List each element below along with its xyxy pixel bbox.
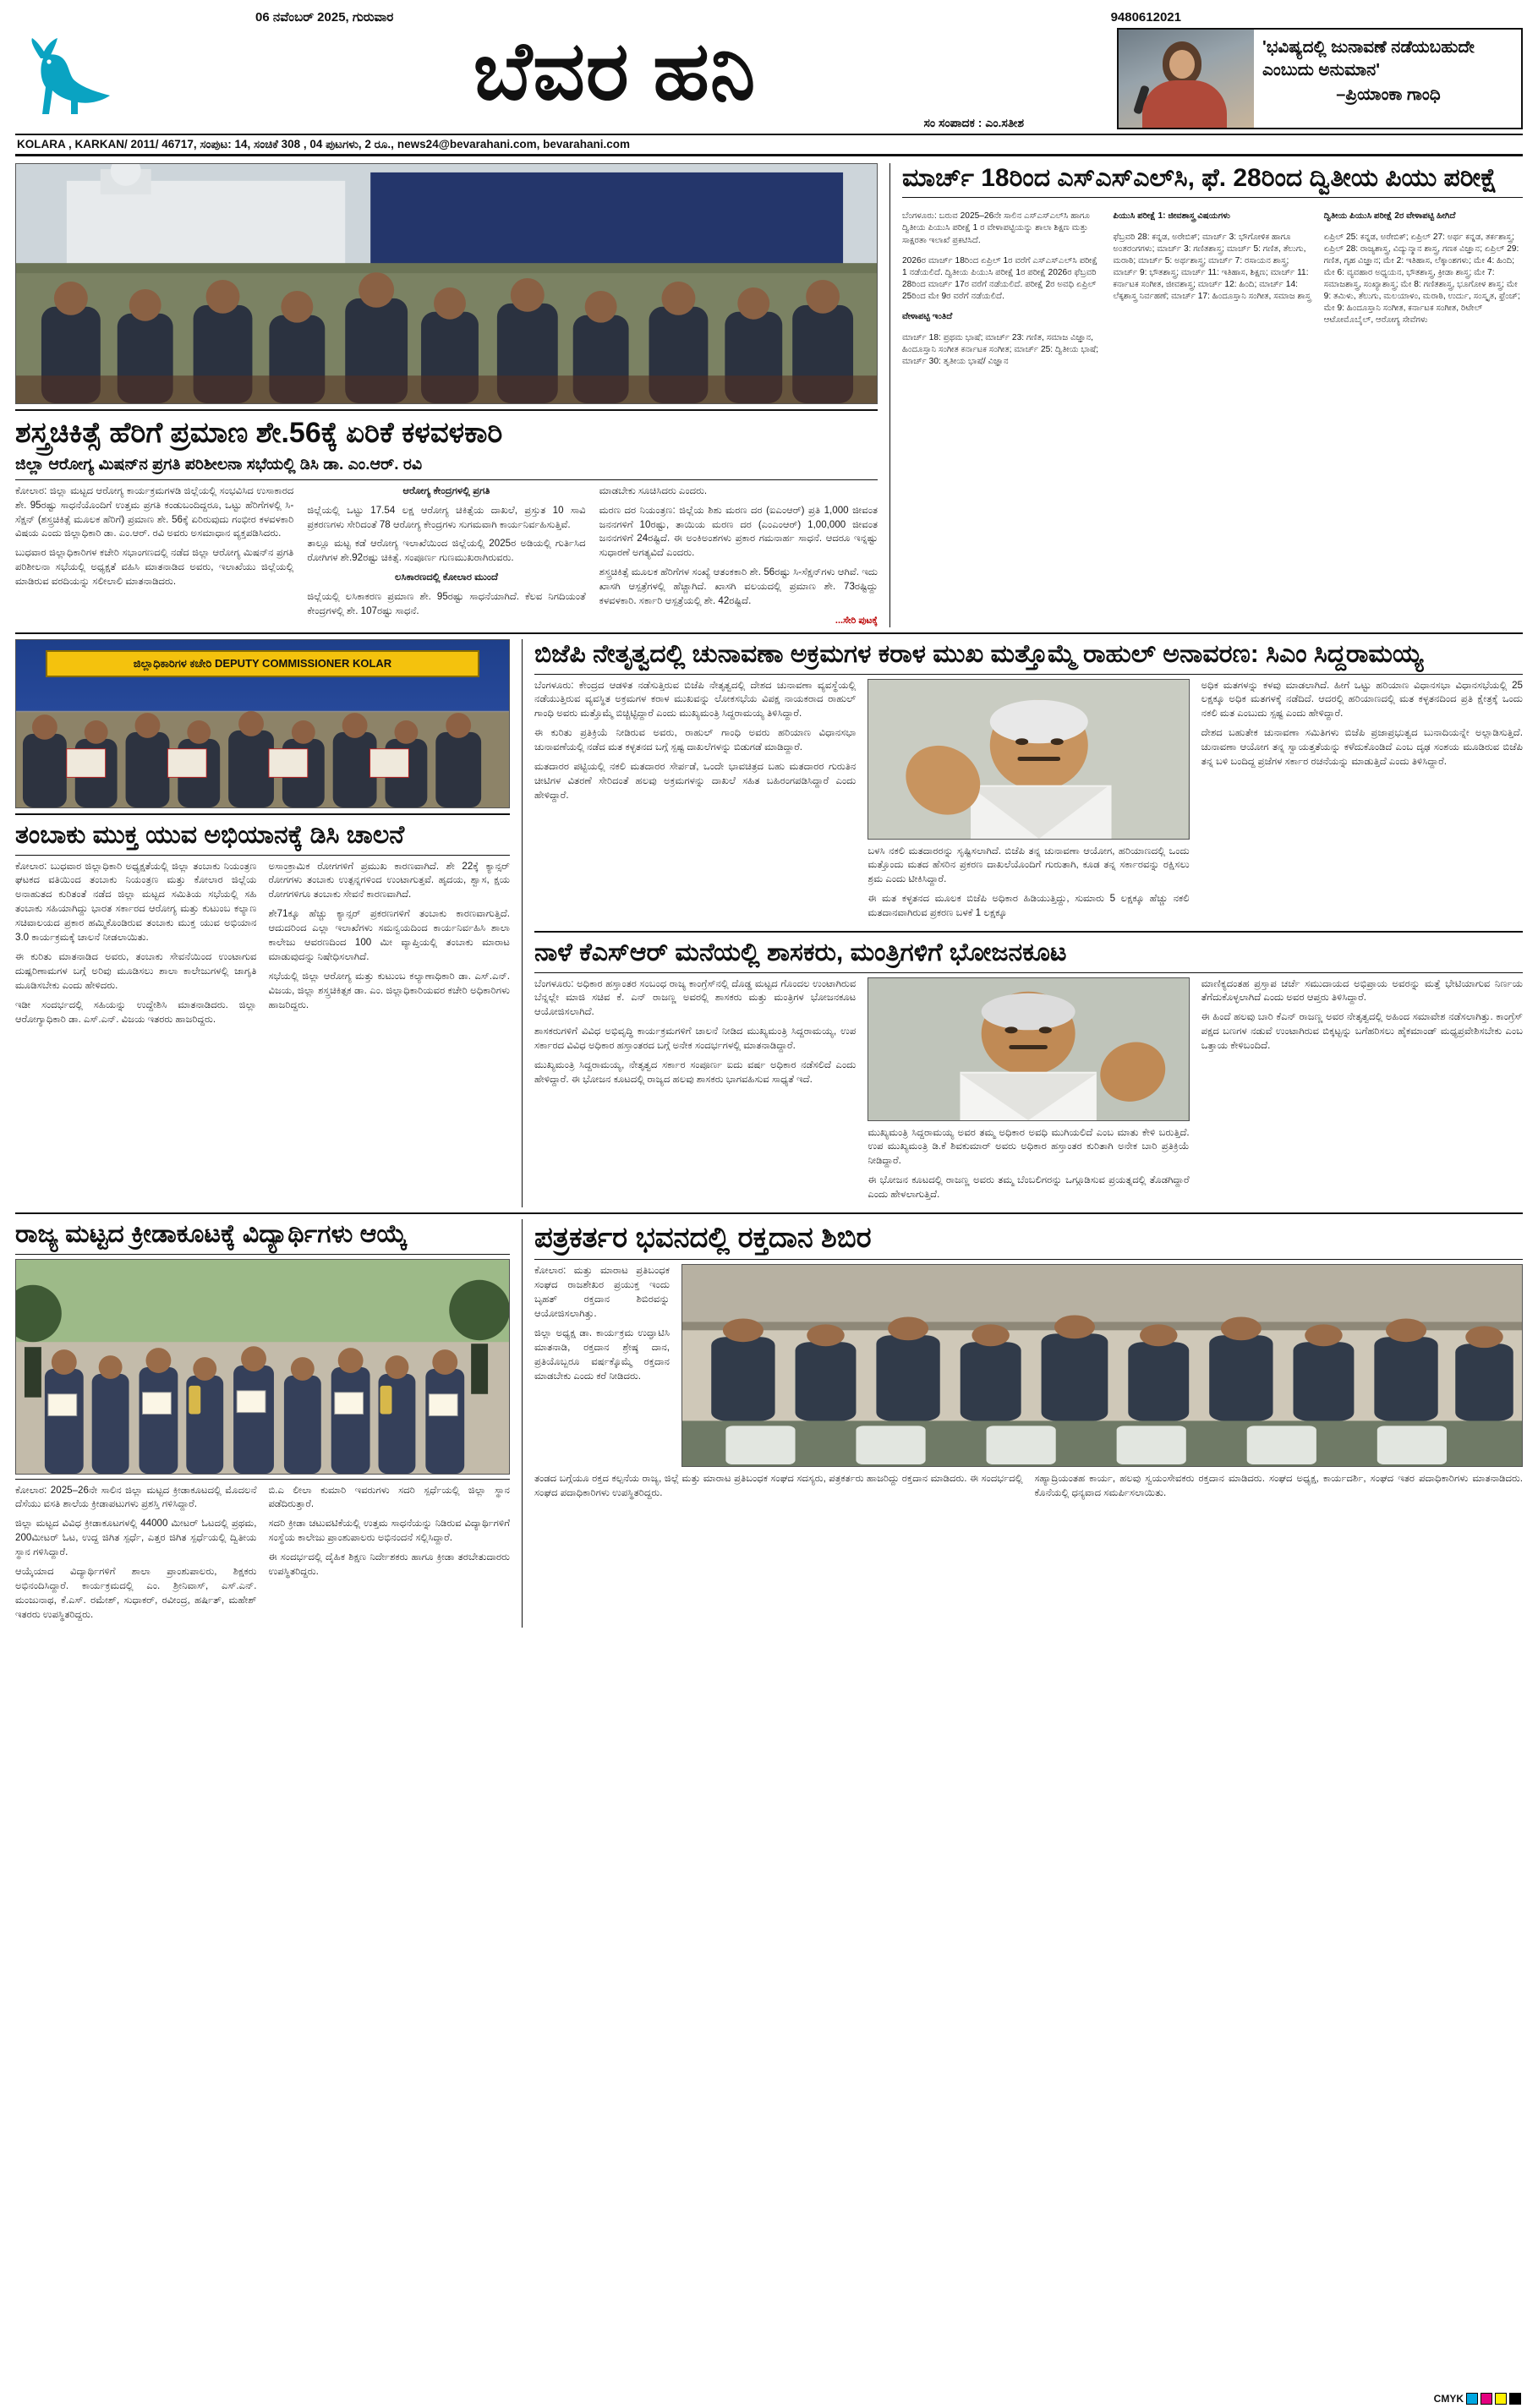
lead-para-4: ತಾಲ್ಲೂ ಮಟ್ಟ ಕಡೆ ಆರೋಗ್ಯ ಇಲಾಖೆಯಿಂದ ಜಿಲ್ಲೆಯಲ್ಲಿ 2025ರ ಅಡಿಯಲ್ಲಿ ಗುರ್ತಿಸಿದ ರೋಗಿಗಳ ಶೇ.92ರಷ್ಟು ಚಿಕಿತ್ಸೆ. ಸಂಪೂರ್ಣ ಗುಣಮುಖರಾಗಿರುವರು. bbox=[307, 538, 586, 564]
blood-camp-photo bbox=[681, 1264, 1523, 1467]
tobacco-p6: ಸಭೆಯಲ್ಲಿ ಜಿಲ್ಲಾ ಆರೋಗ್ಯ ಮತ್ತು ಕುಟುಂಬ ಕಲ್ಯಾಣಾಧಿಕಾರಿ ಡಾ. ಎಸ್.ಎನ್. ವಿಜಯ, ಜಿಲ್ಲಾ ಶಸ್ತ್ರಚಿಕಿತ್ಸಕ ಡಾ. ಎಂ. ಜಿಲ್ಲಾಧಿಕಾರಿಯವರ ಕಚೇರಿ ಅಧಿಕಾರಿಗಳು ಹಾಜರಿದ್ದರು. bbox=[268, 970, 510, 1010]
students-group-photo bbox=[15, 1259, 510, 1475]
dc-office-banner: ಜಿಲ್ಲಾಧಿಕಾರಿಗಳ ಕಚೇರಿ DEPUTY COMMISSIONER KOLAR bbox=[46, 650, 479, 677]
dinner-p5: ಈ ಭೋಜನ ಕೂಟದಲ್ಲಿ ರಾಜಣ್ಣ ಅವರು ತಮ್ಮ ಬೆಂಬಲಿಗರನ್ನು ಒಗ್ಗೂಡಿಸುವ ಪ್ರಯತ್ನದಲ್ಲಿ ತೊಡಗಿದ್ದಾರೆ ಎಂದು ಹೇಳಲಾಗುತ್ತಿದೆ. bbox=[868, 1174, 1190, 1201]
sports-column-2 bbox=[269, 1484, 511, 1628]
lead-sub-1: ಆರೋಗ್ಯ ಕೇಂದ್ರಗಳಲ್ಲಿ ಪ್ರಗತಿ bbox=[402, 484, 490, 496]
contact-phone: 9480612021 bbox=[1110, 10, 1181, 25]
bjp-headline: ಬಿಜೆಪಿ ನೇತೃತ್ವದಲ್ಲಿ ಚುನಾವಣಾ ಅಕ್ರಮಗಳ ಕರಾಳ ಮುಖ ಮತ್ತೊಮ್ಮೆ ರಾಹುಲ್ ಅನಾವರಣ: ಸಿಎಂ ಸಿದ್ದರಾಮಯ್ಯ bbox=[534, 640, 1424, 669]
exam-p1: ಬೆಂಗಳೂರು: ಬರುವ 2025–26ನೇ ಸಾಲಿನ ಎಸ್‌ಎಸ್‌ಎಲ್‌ಸಿ ಹಾಗೂ ದ್ವಿತೀಯ ಪಿಯುಸಿ ಪರೀಕ್ಷೆ 1 ರ ವೇಳಾಪಟ್ಟಿಯನ್ನು ಶಾಲಾ ಶಿಕ್ಷಣ ಮತ್ತು ಸಾಕ್ಷರತಾ ಇಲಾಖೆ ಪ್ರಕಟಿಸಿದೆ. bbox=[902, 211, 1090, 245]
exam-p5: ಏಪ್ರಿಲ್ 25: ಕನ್ನಡ, ಅರೇಬಿಕ್; ಏಪ್ರಿಲ್ 27: ಅರ್ಥ ಕನ್ನಡ, ತರ್ಕಶಾಸ್ತ್ರ; ಏಪ್ರಿಲ್ 28: ರಾಜ್ಯಶಾಸ್ತ್ರ, ವಿದ್ಯುನ್ಮಾನ ಶಾಸ್ತ್ರ, ಗಣಕ ವಿಜ್ಞಾನ; ಏಪ್ರಿಲ್ 29: ಗಣಿತ, ಗೃಹ ವಿಜ್ಞಾನ; ಮೇ 2: ಇತಿಹಾಸ, ಲೆಕ್ಕಾಂಶಗಳು; ಮೇ 4: ಹಿಂದಿ; ಮೇ 6: ವ್ಯವಹಾರ ಅಧ್ಯಯನ, ಭೌತಶಾಸ್ತ್ರ, ಕ್ರೀಡಾ ಶಾಸ್ತ್ರ; ಮೇ 7: ಸಮಾಜಶಾಸ್ತ್ರ, ಸಂಖ್ಯಾಶಾಸ್ತ್ರ; ಮೇ 8: ಗಣಿತಶಾಸ್ತ್ರ, ಭೂಗೋಳ ಶಾಸ್ತ್ರ; ಮೇ 9: ತಮಿಳು, ತೆಲುಗು, ಮಲಯಾಳಂ, ಮರಾಠಿ, ಉರ್ದು, ಸಂಸ್ಕೃತ, ಫ್ರೆಂಚ್; ಮೇ 9: ಹಿಂದೂಸ್ತಾನಿ ಸಂಗೀತ, ಕರ್ನಾಟಕ ಸಂಗೀತ, ರಿಟೇಲ್ ಆಟೋಮೊಬೈಲ್, ಆರೋಗ್ಯ ಸೇವೆಗಳು bbox=[1323, 232, 1520, 326]
lead-headline: ಶಸ್ತ್ರಚಿಕಿತ್ಸೆ ಹೆರಿಗೆ ಪ್ರಮಾಣ ಶೇ.56ಕ್ಕೆ ಏರಿಕೆ ಕಳವಳಕಾರಿ bbox=[15, 416, 503, 449]
bjp-p7: ದೇಶದ ಬಹುತೇಕ ಚುನಾವಣಾ ಸಮಿತಿಗಳು ಬಿಜೆಪಿ ಪ್ರಜಾಪ್ರಭುತ್ವದ ಬುನಾದಿಯನ್ನೇ ಅಲ್ಲಾಡಿಸುತ್ತಿದೆ. ಚುನಾವಣಾ ಆಯೋಗ ತನ್ನ ಸ್ವಾಯತ್ತತೆಯನ್ನು ಕಳೆದುಕೊಂಡಿದೆ ಎಂಬ ದೃಢ ಸಂಶಯ ಮೂಡಿರುವ ಬಿಜೆಪಿ ತನ್ನ ಬಳಿ ಬಂದಿದ್ದ ಪ್ರಜೆಗಳ ಸರ್ಕಾರ ರಚನೆಯನ್ನು ಮಾಡುತ್ತಿದೆ ಎಂದು ತಿಳಿಸಿದ್ದಾರೆ. bbox=[1201, 727, 1523, 768]
cmyk-label: CMYK bbox=[1433, 2393, 1464, 2405]
exam-headline: ಮಾರ್ಚ್ 18ರಿಂದ ಎಸ್‌ಎಸ್‌ಎಲ್‌ಸಿ, ಫೆ. 28ರಿಂದ ದ್ವಿತೀಯ ಪಿಯು ಪರೀಕ್ಷೆ bbox=[902, 163, 1497, 192]
exam-p4: ಫೆಬ್ರವರಿ 28: ಕನ್ನಡ, ಅರೇಬಿಕ್; ಮಾರ್ಚ್ 3: ಭೌಗೋಳಿಕ ಹಾಗೂ ಅಂತರಂಗಗಳು; ಮಾರ್ಚ್ 3: ಗಣಿತಶಾಸ್ತ್ರ; ಮಾರ್ಚ್ 5: ಗಣಿತ, ತೆಲುಗು, ಮರಾಠಿ; ಮಾರ್ಚ್ 5: ಅರ್ಥಶಾಸ್ತ್ರ; ಮಾರ್ಚ್ 7: ರಸಾಯನ ಶಾಸ್ತ್ರ; ಮಾರ್ಚ್ 9: ಭೌತಶಾಸ್ತ್ರ; ಮಾರ್ಚ್ 11: ಇತಿಹಾಸ, ಶಿಕ್ಷಣ; ಮಾರ್ಚ್ 11: ಕರ್ನಾಟಕ ಸಂಗೀತ, ಜೀವಶಾಸ್ತ್ರ; ಮಾರ್ಚ್ 12: ಹಿಂದಿ; ಮಾರ್ಚ್ 14: ಲೆಕ್ಕಶಾಸ್ತ್ರ ನಿರ್ವಹಣೆ; ಮಾರ್ಚ್ 17: ಹಿಂದೂಸ್ತಾನಿ ಸಂಗೀತ, ಸಮಾಜ ಶಾಸ್ತ್ರ bbox=[1113, 232, 1311, 302]
dinner-p6: ಮಾಣಿಕ್ಯದಂತಹ ಪ್ರಸ್ತಾಪ ಚರ್ಚೆ ಸಮುದಾಯದ ಅಭಿಪ್ರಾಯ ಅವರನ್ನು ಮತ್ತೆ ಭೇಟಿಯಾಗುವ ನಿರ್ಣಯ ತೆಗೆದುಕೊಳ್ಳಲಾಗಿದೆ ಎಂದು ಅವರ ಆಪ್ತರು ತಿಳಿಸಿದ್ದಾರೆ. bbox=[1201, 977, 1523, 1004]
bjp-column-1 bbox=[534, 679, 856, 927]
newspaper-title: ಬೆವರ ಹನಿ bbox=[473, 26, 757, 117]
exam-column-1 bbox=[902, 202, 1101, 376]
contact-email: news24@bevarahani.com, bevarahani.com bbox=[397, 137, 630, 150]
lead-para-1: ಕೋಲಾರ: ಜಿಲ್ಲಾ ಮಟ್ಟದ ಆರೋಗ್ಯ ಕಾರ್ಯಕ್ರಮಗಳಡಿ ಜಿಲ್ಲೆಯಲ್ಲಿ ಸಂಭವಿಸಿದ ಉಸಾಕಾರದ ಶೇ. 95ರಷ್ಟು ಸಾಧನೆಯೊಂದಿಗೆ ಉತ್ತಮ ಪ್ರಗತಿ ಕಂಡುಬಂದಿದ್ದರೂ, ಒಟ್ಟು ಹೆರಿಗೆಗಳಲ್ಲಿ ಸಿ-ಸೆಕ್ಷನ್ (ಶಸ್ತ್ರಚಿಕಿತ್ಸೆ ಮೂಲಕ ಹೆರಿಗೆ) ಪ್ರಮಾಣ ಶೇ. 56ಕ್ಕೆ ಏರಿರುವುದು ಗಂಭೀರ ಕಳವಳಕಾರಿ ವಿಷಯ ಎಂದು ಜಿಲ್ಲಾಧಿಕಾರಿ ಡಾ. ಎಂ.ಆರ್. ರವಿ ಅವರು ಅಸಮಾಧಾನ ವ್ಯಕ್ತಪಡಿಸಿದರು. bbox=[15, 484, 294, 539]
blood-p3: ತಂಡದ ಬಗ್ಗೆಯೂ ರಕ್ತದ ಕಲ್ಪನೆಯ ರಾಜ್ಯ, ಜಿಲ್ಲೆ ಮತ್ತು ಮಾರಾಟ ಪ್ರತಿಬಂಧಕ ಸಂಘದ ಸದಸ್ಯರು, ಪತ್ರಕರ್ತರು ಹಾಜರಿದ್ದು ರಕ್ತದಾನ ಮಾಡಿದರು. ಈ ಸಂದರ್ಭದಲ್ಲಿ ಸಂಘದ ಪದಾಧಿಕಾರಿಗಳು ಉಪಸ್ಥಿತರಿದ್ದರು. bbox=[534, 1473, 1023, 1499]
promo-photo bbox=[1119, 30, 1254, 128]
dc-meeting-photo bbox=[15, 163, 878, 404]
exam-sub3: ದ್ವಿತೀಯ ಪಿಯುಸಿ ಪರೀಕ್ಷೆ 2ರ ವೇಳಾಪಟ್ಟಿ ಹೀಗಿದೆ bbox=[1323, 211, 1456, 222]
tobacco-headline: ತಂಬಾಕು ಮುಕ್ತ ಯುವ ಅಭಿಯಾನಕ್ಕೆ ಡಿಸಿ ಚಾಲನೆ bbox=[15, 821, 405, 850]
exam-article bbox=[889, 163, 1523, 627]
exam-p3: ಮಾರ್ಚ್ 18: ಪ್ರಥಮ ಭಾಷೆ; ಮಾರ್ಚ್ 23: ಗಣಿತ, ಸಮಾಜ ವಿಜ್ಞಾನ, ಹಿಂದೂಸ್ತಾನಿ ಸಂಗೀತ ಕರ್ನಾಟಕ ಸಂಗೀತ; ಮಾರ್ಚ್ 25: ದ್ವಿತೀಯ ಭಾಷೆ; ಮಾರ್ಚ್ 30: ತೃತೀಯ ಭಾಷೆ/ ವಿಜ್ಞಾನ bbox=[902, 332, 1099, 366]
bjp-column-2 bbox=[868, 679, 1189, 927]
blood-p2: ಜಿಲ್ಲಾ ಅಧ್ಯಕ್ಷ ಡಾ. ಕಾರ್ಯಕ್ರಮ ಉದ್ಘಾಟಿಸಿ ಮಾತನಾಡಿ, ರಕ್ತದಾನ ಶ್ರೇಷ್ಠ ದಾನ, ಪ್ರತಿಯೊಬ್ಬರೂ ವರ್ಷಕ್ಕೊಮ್ಮೆ ರಕ್ತದಾನ ಮಾಡಬೇಕು ಎಂದು ಕರೆ ನೀಡಿದರು. bbox=[534, 1327, 670, 1382]
top-info-line bbox=[15, 8, 1523, 25]
masthead bbox=[15, 26, 1523, 130]
sports-p2: ಜಿಲ್ಲಾ ಮಟ್ಟದ ವಿವಿಧ ಕ್ರೀಡಾಕೂಟಗಳಲ್ಲಿ 44000 ಮೀಟರ್ ಓಟದಲ್ಲಿ ಪ್ರಥಮ, 200ಮೀಟರ್ ಓಟ, ಉದ್ದ ಜಿಗಿತ ಸ್ಪರ್ಧೆ, ಎತ್ತರ ಜಿಗಿತ ಸ್ಪರ್ಧೆಯಲ್ಲಿ ದ್ವಿತೀಯ ಸ್ಥಾನ ಗಳಿಸಿದ್ದಾರೆ. bbox=[15, 1518, 257, 1558]
lead-para-7: ಮರಣ ದರ ನಿಯಂತ್ರಣ: ಜಿಲ್ಲೆಯ ಶಿಶು ಮರಣ ದರ (ಐಎಂಆರ್) ಪ್ರತಿ 1,000 ಜೀವಂತ ಜನನಗಳಿಗೆ 10ರಷ್ಟು, ತಾಯಿಯ ಮರಣ ದರ (ಎಂಎಂಆರ್) 1,00,000 ಜೀವಂತ ಜನನಗಳಿಗೆ 24ರಷ್ಟಿದೆ. ಈ ಅಂಕಿಅಂಶಗಳು ಪ್ರಕಾರ ಗಮನಾರ್ಹ ಸಾಧನೆ. ಆದರೂ ಇನ್ನಷ್ಟು ಸುಧಾರಣೆ ಅಗತ್ಯವಿದೆ ಎಂದರು. bbox=[599, 504, 878, 559]
tobacco-article bbox=[15, 639, 510, 1207]
promo-attribution: –ಪ್ರಿಯಾಂಕಾ ಗಾಂಧಿ bbox=[1336, 85, 1441, 104]
exam-column-2 bbox=[1113, 202, 1311, 376]
cmyk-registration-marks bbox=[1434, 2393, 1521, 2405]
promo-text bbox=[1254, 30, 1521, 128]
dinner-column-2 bbox=[868, 977, 1189, 1208]
sports-p6: ಈ ಸಂದರ್ಭದಲ್ಲಿ ದೈಹಿಕ ಶಿಕ್ಷಣ ನಿರ್ದೇಶಕರು ಹಾಗೂ ಕ್ರೀಡಾ ತರಬೇತುದಾರರು ಉಪಸ್ಥಿತರಿದ್ದರು. bbox=[268, 1552, 510, 1578]
sports-p3: ಆಯ್ಕೆಯಾದ ವಿದ್ಯಾರ್ಥಿಗಳಿಗೆ ಶಾಲಾ ಪ್ರಾಂಶುಪಾಲರು, ಶಿಕ್ಷಕರು ಅಭಿನಂದಿಸಿದ್ದಾರೆ. ಕಾರ್ಯಕ್ರಮದಲ್ಲಿ ಎಂ. ಶ್ರೀನಿವಾಸ್, ಎಸ್.ಎನ್. ಮಂಜುನಾಥ, ಕೆ.ಎಸ್. ರಮೇಶ್, ಸುಧಾಕರ್, ರವೀಂದ್ರ, ಹರ್ಷಿತ್, ಮಹೇಶ್ ಇತರರು ಉಪಸ್ಥಿತರಿದ್ದರು. bbox=[15, 1566, 257, 1620]
promo-quote: 'ಭವಿಷ್ಯದಲ್ಲಿ ಜುನಾವಣೆ ನಡೆಯಬಹುದೇ ಎಂಬುದು ಅನುಮಾನ' bbox=[1262, 38, 1475, 79]
yellow-swatch bbox=[1495, 2393, 1507, 2405]
bjp-article bbox=[522, 639, 1523, 1207]
sports-article bbox=[15, 1219, 510, 1628]
dinner-column-1 bbox=[534, 977, 856, 1208]
cyan-swatch bbox=[1466, 2393, 1478, 2405]
exam-column-3 bbox=[1324, 202, 1523, 376]
editor-credit: ಸಂ ಸಂಪಾದಕ : ಎಂ.ಸತೀಶ bbox=[923, 115, 1024, 129]
lead-para-3: ಜಿಲ್ಲೆಯಲ್ಲಿ ಒಟ್ಟು 17.54 ಲಕ್ಷ ಆರೋಗ್ಯ ಚಿಕಿತ್ಸೆಯ ದಾಖಲೆ, ಪ್ರಸ್ತುತ 10 ಸಾವಿ ಪ್ರಕರಣಗಳು ಸೇರಿದಂತೆ 78 ಆರೋಗ್ಯ ಕೇಂದ್ರಗಳು ಸುಗಮವಾಗಿ ಕಾರ್ಯನಿರ್ವಹಿಸುತ್ತಿವೆ. bbox=[307, 504, 586, 530]
sports-headline: ರಾಜ್ಯ ಮಟ್ಟದ ಕ್ರೀಡಾಕೂಟಕ್ಕೆ ವಿದ್ಯಾರ್ಥಿಗಳು ಆಯ್ಕೆ bbox=[15, 1220, 408, 1249]
tobacco-p3: ಇಡೀ ಸಂದರ್ಭದಲ್ಲಿ ಸಹಿಯನ್ನು ಉದ್ದೇಶಿಸಿ ಮಾತನಾಡಿದರು. ಜಿಲ್ಲಾ ಆರೋಗ್ಯಾಧಿಕಾರಿ ಡಾ. ಎಸ್.ಎನ್. ವಿಜಯ ಇತರರು ಹಾಜರಿದ್ದರು. bbox=[15, 999, 257, 1025]
magenta-swatch bbox=[1481, 2393, 1492, 2405]
blood-p4: ಸಹ್ಯಾದ್ರಿಯಂತಹ ಕಾರ್ಯ, ಹಲವು ಸ್ವಯಂಸೇವಕರು ರಕ್ತದಾನ ಮಾಡಿದರು. ಸಂಘದ ಅಧ್ಯಕ್ಷ, ಕಾರ್ಯದರ್ಶಿ, ಸಂಘದ ಇತರ ಪದಾಧಿಕಾರಿಗಳು ಮಾತನಾಡಿದರು. ಕೊನೆಯಲ್ಲಿ ಧನ್ಯವಾದ ಸಮರ್ಪಿಸಲಾಯಿತು. bbox=[1034, 1473, 1523, 1499]
dinner-p4: ಮುಖ್ಯಮಂತ್ರಿ ಸಿದ್ದರಾಮಯ್ಯ ಅವರ ತಮ್ಮ ಅಧಿಕಾರ ಅವಧಿ ಮುಗಿಯಲಿದೆ ಎಂಬ ಮಾತು ಕೇಳಿ ಬರುತ್ತಿದೆ. ಉಪ ಮುಖ್ಯಮಂತ್ರಿ ಡಿ.ಕೆ ಶಿವಕುಮಾರ್ ಅವರು ಅಧಿಕಾರ ಹಸ್ತಾಂತರ ಕುರಿತಾಗಿ ಅನೇಕ ಬಾರಿ ಪ್ರತಿಕ್ರಿಯೆ ನೀಡಿದ್ದಾರೆ. bbox=[868, 1126, 1190, 1167]
publication-date: 06 ನವೆಂಬರ್ 2025, ಗುರುವಾರ bbox=[255, 10, 394, 25]
bjp-p5: ಈ ಮತ ಕಳ್ಳತನದ ಮೂಲಕ ಬಿಜೆಪಿ ಅಧಿಕಾರ ಹಿಡಿಯುತ್ತಿದ್ದು, ಸುಮಾರು 5 ಲಕ್ಷಕ್ಕೂ ಹೆಚ್ಚು ನಕಲಿ ಮತದಾನವಾಗಿರುವ ಪ್ರಕರಣ ಬಳಕೆ 1 ಲಕ್ಷಕ್ಕೂ bbox=[868, 893, 1190, 919]
blood-headline: ಪತ್ರಕರ್ತರ ಭವನದಲ್ಲಿ ರಕ್ತದಾನ ಶಿಬಿರ bbox=[534, 1222, 872, 1255]
exam-p2: 2026ರ ಮಾರ್ಚ್ 18ರಿಂದ ಏಪ್ರಿಲ್ 1ರ ವರೆಗೆ ಎಸ್‌ಎಸ್‌ಎಲ್‌ಸಿ ಪರೀಕ್ಷೆ 1 ನಡೆಯಲಿದೆ. ದ್ವಿತೀಯ ಪಿಯುಸಿ ಪರೀಕ್ಷೆ 1ರ ಪರೀಕ್ಷೆ 2026ರ ಫೆಬ್ರವರಿ 28ರಿಂದ ಮಾರ್ಚ್ 17ರ ವರೆಗೆ ನಡೆಯಲಿದೆ. ಪರೀಕ್ಷೆ 2ರ ಅವಧಿ ಏಪ್ರಿಲ್ 25ರಿಂದ ಮೇ 9ರ ವರೆಗೆ ನಡೆಯಲಿದೆ. bbox=[902, 255, 1098, 302]
registration-details: KOLARA , KARKAN/ 2011/ 46717, ಸಂಪುಟ: 14, ಸಂಚಿಕೆ 308 , 04 ಪುಟಗಳು, 2 ರೂ., bbox=[17, 137, 394, 150]
dinner-p1: ಬೆಂಗಳೂರು: ಅಧಿಕಾರ ಹಸ್ತಾಂತರ ಸಂಬಂಧ ರಾಜ್ಯ ಕಾಂಗ್ರೆಸ್‌ನಲ್ಲಿ ದೊಡ್ಡ ಮಟ್ಟದ ಗೊಂದಲ ಉಂಟಾಗಿರುವ ಬೆನ್ನಲ್ಲೇ ಮಾಜಿ ಸಚಿವ ಕೆ. ಎನ್ ರಾಜಣ್ಣ ಅವರಲ್ಲಿ ಶಾಸಕರು ಮತ್ತು ಮಂತ್ರಿಗಳ ಭೋಜನಕೂಟ ಆಯೋಜಿಸಲಾಗಿದೆ. bbox=[534, 977, 857, 1018]
blood-photo-wrap bbox=[681, 1264, 1523, 1467]
lead-para-8: ಶಸ್ತ್ರಚಿಕಿತ್ಸೆ ಮೂಲಕ ಹೆರಿಗೆಗಳ ಸಂಖ್ಯೆ ಆತಂಕಕಾರಿ ಶೇ. 56ರಷ್ಟು ಸಿ-ಸೆಕ್ಷನ್‌ಗಳು ಆಗಿವೆ. ಇದು ಖಾಸಗಿ ಆಸ್ಪತ್ರೆಗಳಲ್ಲಿ ಹೆಚ್ಚಾಗಿದೆ. ಖಾಸಗಿ ವಲಯದಲ್ಲಿ ಪ್ರಮಾಣ ಶೇ. 73ರಷ್ಟಿದ್ದು ಕಳವಳಕಾರಿ. ಸರ್ಕಾರಿ ಆಸ್ಪತ್ರೆಯಲ್ಲಿ ಶೇ. 42ರಷ್ಟಿದೆ. bbox=[599, 566, 878, 607]
sports-p5: ಸದರಿ ಕ್ರೀಡಾ ಚಟುವಟಿಕೆಯಲ್ಲಿ ಉತ್ತಮ ಸಾಧನೆಯನ್ನು ನಿಡಿರುವ ವಿದ್ಯಾರ್ಥಿಗಳಿಗೆ ಸಂಸ್ಥೆಯ ಕಾಲೇಜು ಪ್ರಾಂಶುಪಾಲರು ಅಭಿನಂದನೆ ಸಲ್ಲಿಸಿದ್ದಾರೆ. bbox=[268, 1518, 510, 1544]
dinner-column-3 bbox=[1201, 977, 1523, 1208]
lead-column-3 bbox=[599, 484, 878, 627]
tobacco-p5: ಶೇ71ಕ್ಕೂ ಹೆಚ್ಚು ಕ್ಯಾನ್ಸರ್ ಪ್ರಕರಣಗಳಿಗೆ ತಂಬಾಕು ಕಾರಣವಾಗುತ್ತಿದೆ. ಆದುದರಿಂದ ಎಲ್ಲಾ ಇಲಾಖೆಗಳು ಸಮನ್ವಯದಿಂದ ಕಾರ್ಯನಿರ್ವಹಿಸಿ ಶಾಲಾ ಕಾಲೇಜು ಆವರಣದಿಂದ 100 ಮೀ ವ್ಯಾಪ್ತಿಯಲ್ಲಿ ತಂಬಾಕು ಮಾರಾಟ ಮಾಡುವುದನ್ನು ನಿಷೇಧಿಸಲಾಗಿದೆ. bbox=[268, 908, 510, 963]
continued-tag: ...ಸೇರಿ ಪುಟಕ್ಕೆ bbox=[835, 616, 878, 627]
sports-p1: ಕೋಲಾರ: 2025–26ನೇ ಸಾಲಿನ ಜಿಲ್ಲಾ ಮಟ್ಟದ ಕ್ರೀಡಾಕೂಟದಲ್ಲಿ ಮೊದಲನೆ ದೆಸೆಯು ವಸತಿ ಶಾಲೆಯ ಕ್ರೀಡಾಪಟುಗಳು ಪ್ರಶಸ್ತಿ ಗಳಿಸಿದ್ದಾರೆ. bbox=[15, 1484, 257, 1510]
lead-sub-2: ಲಸಿಕಾರಣದಲ್ಲಿ ಕೋಲಾರ ಮುಂದೆ bbox=[394, 572, 498, 583]
blood-p1: ಕೋಲಾರ: ಮತ್ತು ಮಾರಾಟ ಪ್ರತಿಬಂಧಕ ಸಂಘದ ರಾಜಶೇಖರ ಪ್ರಯುಕ್ತ ಇಂದು ಬೃಹತ್ ರಕ್ತದಾನ ಶಿಬಿರವನ್ನು ಆಯೋಜಿಸಲಾಗಿತ್ತು. bbox=[534, 1265, 670, 1319]
blood-column-2 bbox=[534, 1472, 1023, 1506]
bjp-p6: ಅಧಿಕ ಮತಗಳನ್ನು ಕಳವು ಮಾಡಲಾಗಿದೆ. ಹೀಗೆ ಒಟ್ಟು ಹರಿಯಾಣ ವಿಧಾನಸಭಾ ವಿಧಾನಸಭೆಯಲ್ಲಿ 25 ಲಕ್ಷಕ್ಕೂ ಅಧಿಕ ಮತಗಳಕ್ಕೆ ನಡೆದಿದೆ. ಆದರಲ್ಲಿ ಹರಿಯಾಣದಲ್ಲಿ ಮತ ಕಳ್ಳತನದಿಂದ ಪ್ರತಿ ಕ್ಷೇತ್ರಕ್ಕೆ ಒಂದು ನಕಲಿ ಮತ ಎಂಬುದು ಸ್ಪಷ್ಟ ಎಂದು ಹೇಳಿದ್ದಾರೆ. bbox=[1201, 679, 1523, 720]
deer-logo-icon bbox=[15, 36, 121, 125]
dinner-p7: ಈ ಹಿಂದೆ ಹಲವು ಬಾರಿ ಕೆಎನ್ ರಾಜಣ್ಣ ಅವರ ನೇತೃತ್ವದಲ್ಲಿ ಅಹಿಂದ ಸಮಾವೇಶ ನಡೆಸಲಾಗಿತ್ತು. ಕಾಂಗ್ರೆಸ್ ಪಕ್ಷದ ಬಣಗಳ ನಡುವೆ ಉಂಟಾಗಿರುವ ಬಿಕ್ಕಟ್ಟನ್ನು ಬಗೆಹರಿಸಲು ಹೈಕಮಾಂಡ್ ಮಧ್ಯಪ್ರವೇಶಿಸಬೇಕು ಎಂಬ ಒತ್ತಾಯ ಕೇಳಿಬಂದಿದೆ. bbox=[1201, 1011, 1523, 1052]
promo-quote-box bbox=[1117, 28, 1523, 129]
tobacco-p1: ಕೋಲಾರ: ಬುಧವಾರ ಜಿಲ್ಲಾಧಿಕಾರಿ ಅಧ್ಯಕ್ಷತೆಯಲ್ಲಿ ಜಿಲ್ಲಾ ತಂಬಾಕು ನಿಯಂತ್ರಣ ಘಟಕದ ವತಿಯಿಂದ ತಂಬಾಕು ನಿಯಂತ್ರಣ ಮತ್ತು ಕೋಲಾರ ಜಿಲ್ಲೆಯ ಅನಾಹುತದ ಕುರಿತಂತೆ ನಡೆದ ಜಿಲ್ಲಾ ಮಟ್ಟದ ಸಮಿತಿಯ ಸಭೆಯಲ್ಲಿ ಸಹಿ ತಂಬಾಕು ಸಹಿಯಾಗಿದ್ದು ಭಾರತ ಸರ್ಕಾರದ ಆರೋಗ್ಯ ಮತ್ತು ಕುಟುಂಬ ಕಲ್ಯಾಣ ಸಚಿವಾಲಯದ ಪ್ರಕಾರ ಹಮ್ಮಿಕೊಂಡಿರುವ ತಂಬಾಕು ಮುಕ್ತ ಯುವ ಅಭಿಯಾನ 3.0 ಕಾರ್ಯಕ್ರಮಕ್ಕೆ ಚಾಲನೆ ನೀಡಲಾಯಿತು. bbox=[15, 860, 257, 944]
tobacco-column-1 bbox=[15, 860, 257, 1032]
bjp-column-3 bbox=[1201, 679, 1523, 927]
blood-column-3 bbox=[1035, 1472, 1524, 1506]
lead-para-5: ಜಿಲ್ಲೆಯಲ್ಲಿ ಲಸಿಕಾಕರಣ ಪ್ರಮಾಣ ಶೇ. 95ರಷ್ಟು ಸಾಧನೆಯಾಗಿದೆ. ಕೆಲವ ನಿಗದಿಯಂತೆ ಕೇಂದ್ರಗಳಲ್ಲಿ ಶೇ. 107ರಷ್ಟು ಸಾಧನೆ. bbox=[307, 591, 586, 617]
tobacco-column-2 bbox=[269, 860, 511, 1032]
cm-siddaramaiah-photo bbox=[868, 679, 1189, 840]
exam-sub1: ವೇಳಾಪಟ್ಟಿ ಇಂತಿದೆ bbox=[902, 312, 953, 322]
lead-column-1 bbox=[15, 484, 293, 627]
lead-para-2: ಬುಧವಾರ ಜಿಲ್ಲಾಧಿಕಾರಿಗಳ ಕಚೇರಿ ಸಭಾಂಗಣದಲ್ಲಿ ನಡೆದ ಜಿಲ್ಲಾ ಆರೋಗ್ಯ ಮಿಷನ್‌ನ ಪ್ರಗತಿ ಪರಿಶೀಲನಾ ಸಭೆಯಲ್ಲಿ ಅಧ್ಯಕ್ಷತೆ ವಹಿಸಿ ಮಾತನಾಡಿದ ಅವರು, ಇಲಾಖೆಯು ಜಿಲ್ಲೆಯಲ್ಲಿ ಮಾಡಿರುವ ವರದಿಯನ್ನು ಸಲೀಲಾಲಿ ಮಾತನಾಡಿದರು. bbox=[15, 547, 294, 588]
black-swatch bbox=[1509, 2393, 1521, 2405]
leader-photo bbox=[868, 977, 1189, 1121]
lead-para-6: ಮಾಡಬೇಕು ಸೂಚಿಸಿದರು ಎಂದರು. bbox=[599, 484, 708, 496]
bjp-p1: ಬೆಂಗಳೂರು: ಕೇಂದ್ರದ ಆಡಳಿತ ನಡೆಸುತ್ತಿರುವ ಬಿಜೆಪಿ ನೇತೃತ್ವದಲ್ಲಿ ದೇಶದ ಚುನಾವಣಾ ವ್ಯವಸ್ಥೆಯಲ್ಲಿ ನಡೆಯುತ್ತಿರುವ ವ್ಯವಸ್ಥಿತ ಅಕ್ರಮಗಳ ಕರಾಳ ಮುಖವನ್ನು ಲೋಕಸಭೆಯ ವಿಪಕ್ಷ ನಾಯಕರಾದ ರಾಹುಲ್ ಗಾಂಧಿ ಅವರು ಮತ್ತೊಮ್ಮೆ ಬಿಚ್ಚಿಟ್ಟಿದ್ದಾರೆ ಎಂದು ಮುಖ್ಯಮಂತ್ರಿ ಸಿದ್ದರಾಮಯ್ಯ ತಿಳಿಸಿದ್ದಾರೆ. bbox=[534, 679, 857, 720]
blood-column-1 bbox=[534, 1264, 670, 1467]
dinner-p2: ಶಾಸಕರುಗಳಿಗೆ ವಿವಿಧ ಅಭಿವೃದ್ಧಿ ಕಾರ್ಯಕ್ರಮಗಳಿಗೆ ಚಾಲನೆ ನೀಡಿದ ಮುಖ್ಯಮಂತ್ರಿ ಸಿದ್ದರಾಮಯ್ಯ, ಉಪ ಸರ್ಕಾರದ ವಿವಿಧ ಅಧಿಕಾರ ಹಸ್ತಾಂತರದ ಬಗ್ಗೆ ಅನೇಕ ಸಂದರ್ಭಗಳಲ್ಲಿ ಮಾತನಾಡಿದ್ದಾರೆ. bbox=[534, 1026, 857, 1052]
sports-p4: ಬಿ.ಎ ಲೀಲಾ ಕುಮಾರಿ ಇವರುಗಳು ಸದರಿ ಸ್ಪರ್ಧೆಯಲ್ಲಿ ಜಿಲ್ಲಾ ಸ್ಥಾನ ಪಡೆದಿರುತ್ತಾರೆ. bbox=[268, 1484, 510, 1510]
dinner-headline: ನಾಳೆ ಕೆಎಸ್‌ಆರ್ ಮನೆಯಲ್ಲಿ ಶಾಸಕರು, ಮಂತ್ರಿಗಳಿಗೆ ಭೋಜನಕೂಟ bbox=[534, 939, 1067, 967]
dinner-p3: ಮುಖ್ಯಮಂತ್ರಿ ಸಿದ್ದರಾಮಯ್ಯ, ನೇತೃತ್ವದ ಸರ್ಕಾರ ಸಂಪೂರ್ಣ ಐದು ವರ್ಷ ಅಧಿಕಾರ ನಡೆಸಲಿದೆ ಎಂದು ಹೇಳಿದ್ದಾರೆ. ಈ ಭೋಜನ ಕೂಟದಲ್ಲಿ ರಾಜ್ಯದ ಹಲವು ಶಾಸಕರು ಭಾಗವಹಿಸುವ ಸಾಧ್ಯತೆ ಇದೆ. bbox=[534, 1059, 857, 1086]
lead-column-2 bbox=[307, 484, 585, 627]
bjp-p3: ಮತದಾರರ ಪಟ್ಟಿಯಲ್ಲಿ ನಕಲಿ ಮತದಾರರ ಸೇರ್ಪಡೆ, ಒಂದೇ ಭಾವಚಿತ್ರದ ಬಹು ಮತದಾರರ ಗುರುತಿನ ಚೀಟಿಗಳ ವಿತರಣೆ ಸೇರಿದಂತೆ ಹಲವು ಅಕ್ರಮಗಳನ್ನು ದಾಖಲೆ ಸಹಿತ ಬಹಿರಂಗಪಡಿಸಿದ್ದಾರೆ ಎಂದು ಹೇಳಿದ್ದಾರೆ. bbox=[534, 761, 857, 801]
tobacco-p4: ಅಸಾಂಕ್ರಾಮಿಕ ರೋಗಗಳಿಗೆ ಪ್ರಮುಖ ಕಾರಣವಾಗಿದೆ. ಶೇ 22ಕ್ಕೆ ಕ್ಯಾನ್ಸರ್ ರೋಗಗಳು ತಂಬಾಕು ಉತ್ಪನ್ನಗಳಿಂದ ಉಂಟಾಗುತ್ತವೆ. ಹೃದಯ, ಶ್ವಾಸ, ಕ್ಷಯ ರೋಗಗಳಿಗೂ ತಂಬಾಕು ಸೇವನೆ ಕಾರಣವಾಗಿದೆ. bbox=[268, 860, 510, 900]
tobacco-p2: ಈ ಕುರಿತು ಮಾತನಾಡಿದ ಅವರು, ತಂಬಾಕು ಸೇವನೆಯಿಂದ ಉಂಟಾಗುವ ದುಷ್ಪರಿಣಾಮಗಳ ಬಗ್ಗೆ ಅರಿವು ಮೂಡಿಸಲು ಶಾಲಾ ಕಾಲೇಜುಗಳಲ್ಲಿ ಜಾಗೃತಿ ಮೂಡಿಸಬೇಕು ಎಂದು ಹೇಳಿದರು. bbox=[15, 951, 257, 991]
tobacco-group-photo bbox=[15, 639, 510, 808]
lead-subhead: ಜಿಲ್ಲಾ ಆರೋಗ್ಯ ಮಿಷನ್‌ನ ಪ್ರಗತಿ ಪರಿಶೀಲನಾ ಸಭೆಯಲ್ಲಿ ಡಿಸಿ ಡಾ. ಎಂ.ಆರ್. ರವಿ bbox=[15, 455, 423, 473]
exam-sub2: ಪಿಯುಸಿ ಪರೀಕ್ಷೆ 1: ಜೀವಶಾಸ್ತ್ರ ವಿಷಯಗಳು bbox=[1113, 211, 1230, 222]
sports-column-1 bbox=[15, 1484, 257, 1628]
registration-line bbox=[15, 134, 1523, 156]
bjp-p2: ಈ ಕುರಿತು ಪ್ರತಿಕ್ರಿಯೆ ನೀಡಿರುವ ಅವರು, ರಾಹುಲ್ ಗಾಂಧಿ ಅವರು ಹರಿಯಾಣ ವಿಧಾನಸಭಾ ಚುನಾವಣೆಯಲ್ಲಿ ನಡೆದ ಮತ ಕಳ್ಳತನದ ಬಗ್ಗೆ ಸ್ಪಷ್ಟ ದಾಖಲೆಗಳನ್ನು ಬಿಡುಗಡೆ ಮಾಡಿದ್ದಾರೆ. bbox=[534, 727, 857, 753]
blood-article bbox=[522, 1219, 1523, 1628]
bjp-p4: ಬಳಸಿ ನಕಲಿ ಮತದಾರರನ್ನು ಸೃಷ್ಟಿಸಲಾಗಿದೆ. ಬಿಜೆಪಿ ತನ್ನ ಚುನಾವಣಾ ಆಯೋಗ, ಹರಿಯಾಣದಲ್ಲಿ ಒಂದು ಮತ್ತೊಂದು ಮತದ ಹೆಸರಿನ ಪ್ರಕರಣ ದಾಖಲೆಯೊಂದಿಗೆ ಗುರುತಾಗಿ, ಕೂಡ ತನ್ನ ಸರ್ಕಾರವನ್ನು ರಕ್ಷಿಸಲು ಶ್ರಮ ಎಂದು ಟೀಕಿಸಿದ್ದಾರೆ. bbox=[868, 845, 1190, 885]
